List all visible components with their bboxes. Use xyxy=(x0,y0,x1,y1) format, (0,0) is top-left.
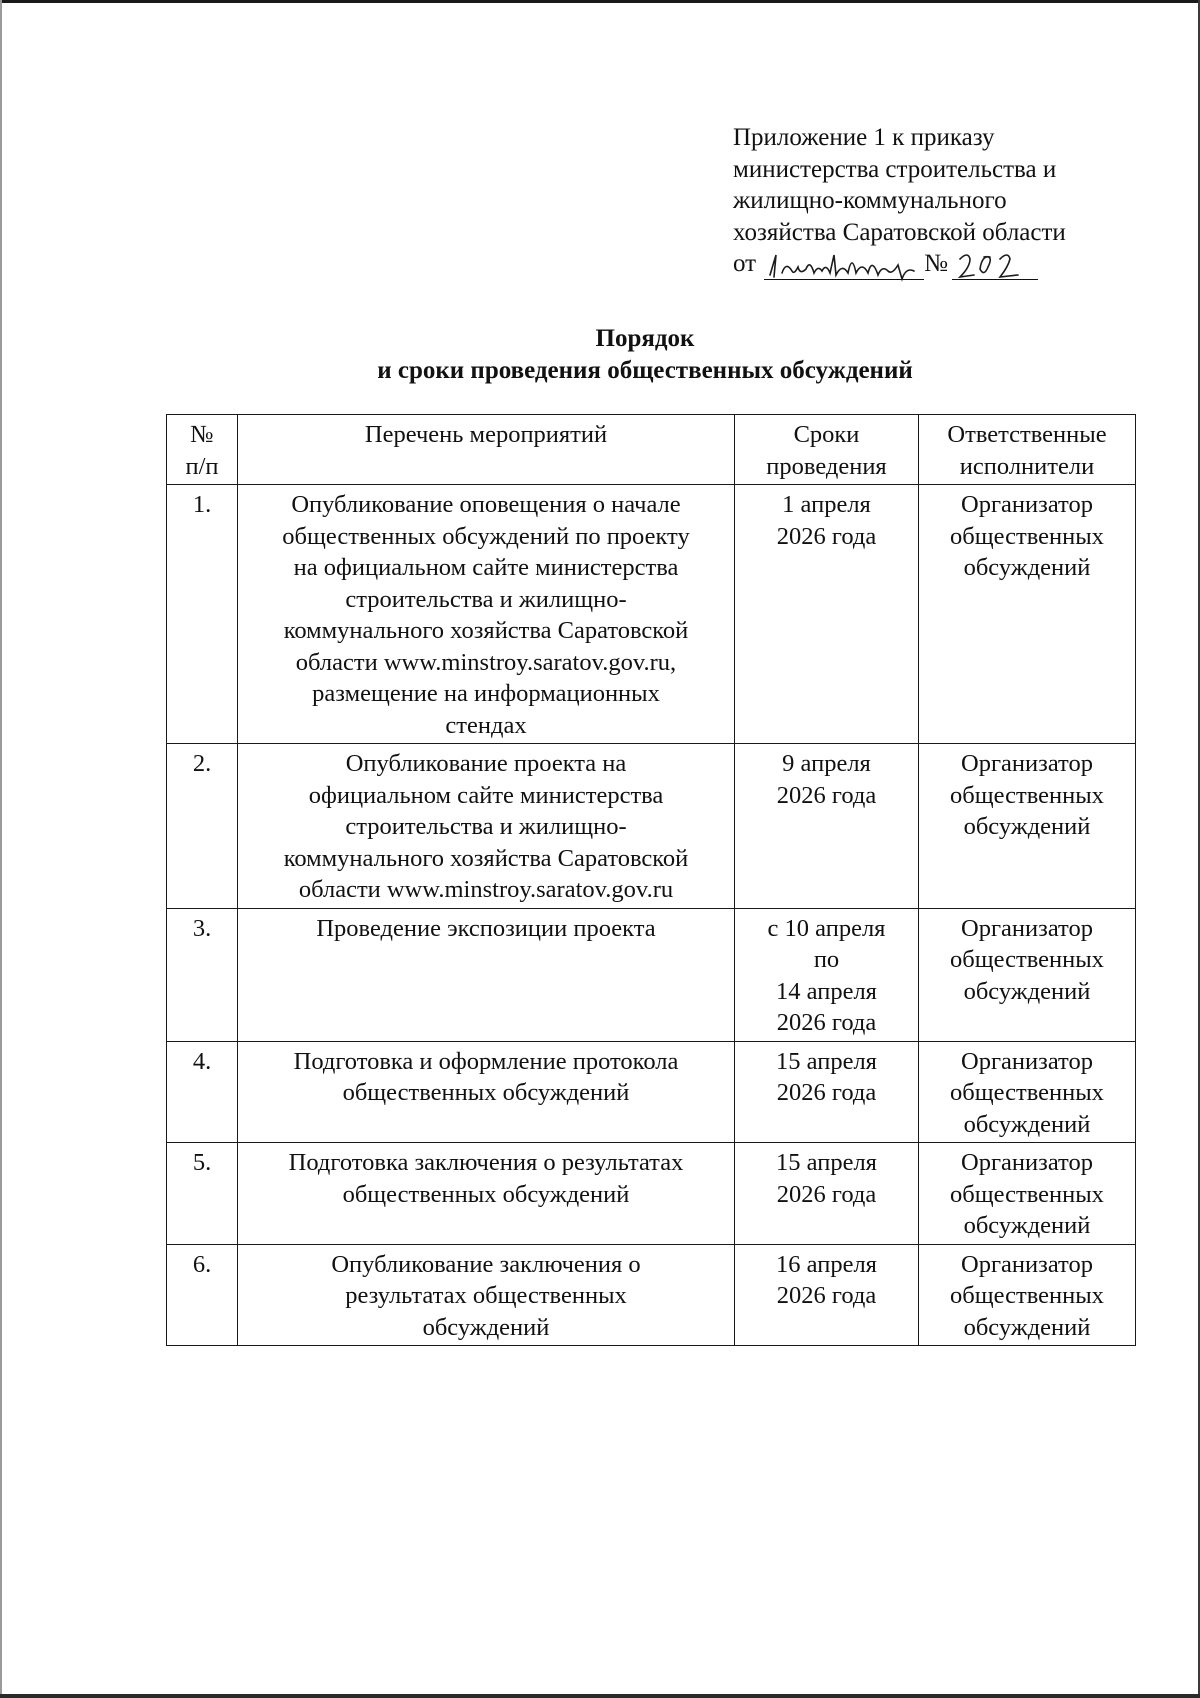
header-dates xyxy=(735,415,919,485)
row-num-cell xyxy=(167,485,238,744)
table-row xyxy=(167,485,1136,744)
row-responsible-cell xyxy=(919,1244,1136,1346)
cell-text-line: Проведение экспозиции проекта xyxy=(316,914,656,942)
row-dates-cell xyxy=(735,908,919,1041)
row-dates-cell xyxy=(735,1041,919,1143)
handwritten-date xyxy=(764,249,924,280)
cell-text-line: Организатор xyxy=(961,750,1093,777)
header-text: исполнители xyxy=(959,452,1095,480)
cell-text-line: области www.minstroy.saratov.gov.ru xyxy=(298,876,674,903)
cell-text-line: обсуждений xyxy=(422,1313,550,1341)
row-responsible-cell xyxy=(919,1143,1136,1245)
order-reference xyxy=(733,248,1153,280)
cell-text-line: 14 апреля xyxy=(776,977,877,1005)
number-label: № xyxy=(924,250,948,277)
title-line-1: Порядок xyxy=(595,325,695,352)
cell-text-line: обсуждений xyxy=(963,1313,1091,1341)
cell-text-line: Подготовка и оформление протокола xyxy=(293,1047,679,1075)
scan-edge-top xyxy=(0,0,1200,3)
row-activity-cell xyxy=(238,1143,735,1245)
cell-text-line: Подготовка заключения о результатах xyxy=(288,1149,684,1176)
cell-text-line: общественных обсуждений xyxy=(342,1180,630,1208)
table-body xyxy=(167,485,1136,1346)
header-text: п/п xyxy=(185,452,219,480)
handwritten-date-scribble xyxy=(764,245,924,283)
cell-text-line: Организатор xyxy=(961,1047,1093,1075)
table-row xyxy=(167,1244,1136,1346)
table-row xyxy=(167,1143,1136,1245)
row-activity-cell xyxy=(238,1041,735,1143)
cell-text-line: области www.minstroy.saratov.gov.ru, xyxy=(295,648,677,676)
row-activity-cell xyxy=(238,1244,735,1346)
row-dates-cell xyxy=(735,1244,919,1346)
cell-text-line: общественных xyxy=(950,781,1104,809)
row-dates-cell xyxy=(735,485,919,744)
row-activity-cell xyxy=(238,908,735,1041)
cell-text-line: 15 апреля xyxy=(776,1149,877,1176)
cell-text-line: 3. xyxy=(192,914,212,942)
cell-text-line: Организатор xyxy=(961,914,1093,942)
header-activity xyxy=(238,415,735,485)
cell-text-line: 2026 года xyxy=(776,1282,877,1309)
cell-text-line: Опубликование проекта на xyxy=(345,750,627,777)
row-num-cell xyxy=(167,1143,238,1245)
row-responsible-cell xyxy=(919,485,1136,744)
cell-text-line: 5. xyxy=(192,1149,212,1176)
appendix-header xyxy=(733,122,1153,280)
cell-text-line: 4. xyxy=(192,1047,212,1075)
row-dates-cell xyxy=(735,744,919,909)
cell-text-line: 2026 года xyxy=(776,1180,877,1208)
cell-text-line: Организатор xyxy=(961,1149,1093,1176)
row-num-cell xyxy=(167,1244,238,1346)
header-text: Ответственные xyxy=(947,421,1107,448)
cell-text-line: 2026 года xyxy=(776,1009,877,1036)
appendix-line: жилищно-коммунального xyxy=(733,187,1007,214)
cell-text-line: общественных xyxy=(950,1079,1104,1106)
cell-text-line: 16 апреля xyxy=(776,1250,877,1278)
cell-text-line: размещение на информационных xyxy=(312,680,660,707)
appendix-line: хозяйства Саратовской области xyxy=(733,218,1066,246)
cell-text-line: общественных xyxy=(950,522,1104,550)
row-activity-cell xyxy=(238,485,735,744)
header-text: проведения xyxy=(766,452,887,480)
cell-text-line: Опубликование оповещения о начале xyxy=(291,491,681,518)
row-num-cell xyxy=(167,744,238,909)
cell-text-line: обсуждений xyxy=(963,813,1091,840)
cell-text-line: Опубликование заключения о xyxy=(331,1250,641,1278)
schedule-table xyxy=(166,414,1136,1346)
row-activity-cell xyxy=(238,744,735,909)
cell-text-line: с 10 апреля xyxy=(767,914,886,942)
table-row xyxy=(167,908,1136,1041)
row-responsible-cell xyxy=(919,1041,1136,1143)
cell-text-line: обсуждений xyxy=(963,1110,1091,1138)
header-text: Сроки xyxy=(793,421,860,448)
cell-text-line: обсуждений xyxy=(963,1212,1091,1239)
scan-edge-bottom xyxy=(0,1694,1200,1698)
cell-text-line: общественных обсуждений по проекту xyxy=(282,522,690,550)
scan-edge-left xyxy=(0,0,2,1698)
handwritten-number-scribble xyxy=(952,245,1038,283)
cell-text-line: Организатор xyxy=(961,491,1093,518)
from-label: от xyxy=(733,250,757,277)
header-responsible xyxy=(919,415,1136,485)
appendix-line: министерства строительства и xyxy=(733,155,1057,183)
cell-text-line: 2026 года xyxy=(776,1079,877,1106)
cell-text-line: коммунального хозяйства Саратовской xyxy=(283,617,689,644)
header-num xyxy=(167,415,238,485)
cell-text-line: обсуждений xyxy=(963,977,1091,1005)
row-num-cell xyxy=(167,908,238,1041)
title-line-2: и сроки проведения общественных обсуждений xyxy=(377,356,913,384)
document-title xyxy=(0,323,1200,386)
cell-text-line: 15 апреля xyxy=(776,1047,877,1075)
cell-text-line: коммунального хозяйства Саратовской xyxy=(283,844,689,872)
cell-text-line: Организатор xyxy=(961,1250,1093,1278)
cell-text-line: 1. xyxy=(192,491,212,518)
cell-text-line: 2026 года xyxy=(776,522,877,550)
cell-text-line: официальном сайте министерства xyxy=(308,781,664,809)
row-dates-cell xyxy=(735,1143,919,1245)
cell-text-line: 6. xyxy=(192,1250,212,1278)
cell-text-line: общественных xyxy=(950,946,1104,973)
cell-text-line: 2. xyxy=(192,750,212,777)
table-header-row xyxy=(167,415,1136,485)
row-num-cell xyxy=(167,1041,238,1143)
cell-text-line: стендах xyxy=(445,711,527,739)
table-row xyxy=(167,744,1136,909)
cell-text-line: 9 апреля xyxy=(782,750,871,777)
cell-text-line: 2026 года xyxy=(776,781,877,809)
cell-text-line: общественных xyxy=(950,1282,1104,1309)
appendix-line: Приложение 1 к приказу xyxy=(733,124,995,151)
cell-text-line: строительства и жилищно- xyxy=(345,585,627,613)
cell-text-line: строительства и жилищно- xyxy=(345,813,627,840)
header-text: № xyxy=(190,421,214,448)
cell-text-line: обсуждений xyxy=(963,554,1091,581)
row-responsible-cell xyxy=(919,744,1136,909)
handwritten-number xyxy=(952,249,1038,280)
cell-text-line: 1 апреля xyxy=(782,491,871,518)
row-responsible-cell xyxy=(919,908,1136,1041)
table-row xyxy=(167,1041,1136,1143)
cell-text-line: общественных xyxy=(950,1180,1104,1208)
cell-text-line: общественных обсуждений xyxy=(342,1079,630,1106)
cell-text-line: на официальном сайте министерства xyxy=(293,554,679,581)
cell-text-line: по xyxy=(813,946,840,973)
header-text: Перечень мероприятий xyxy=(364,421,608,448)
cell-text-line: результатах общественных xyxy=(345,1282,627,1309)
